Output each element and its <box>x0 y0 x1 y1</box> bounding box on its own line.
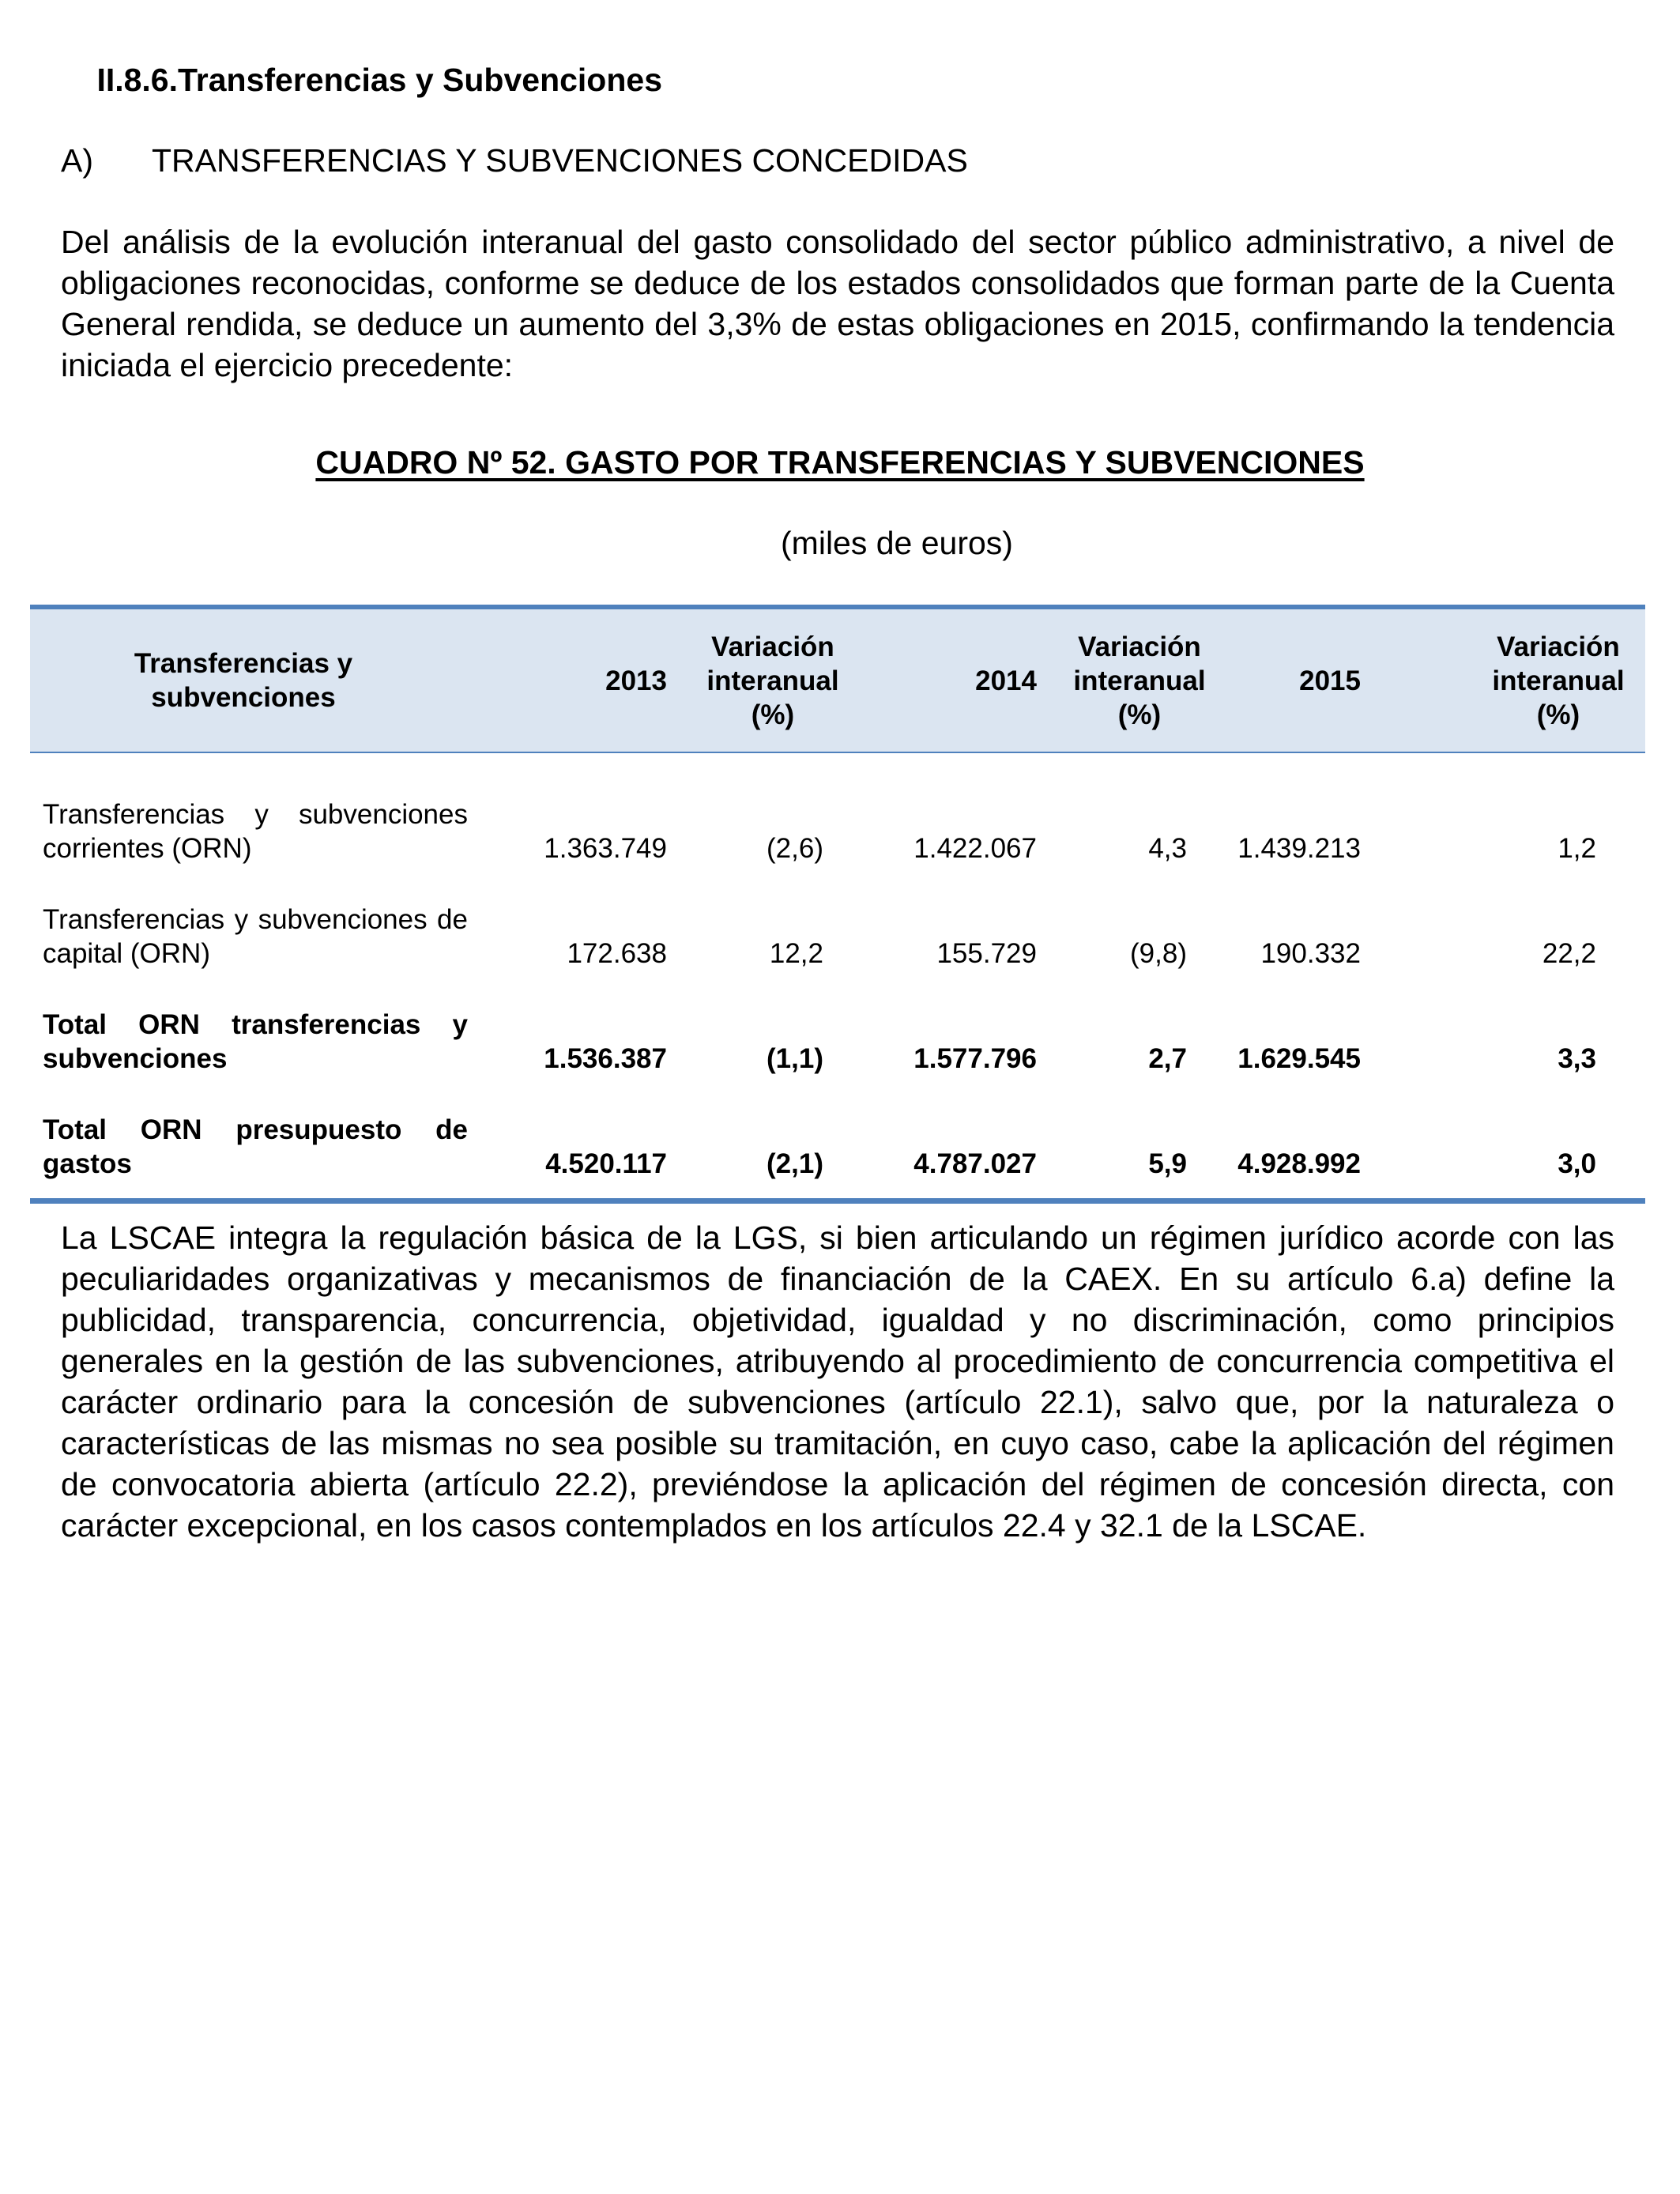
cell-variation-1: (2,1) <box>689 1076 857 1201</box>
intro-paragraph: Del análisis de la evolución interanual del gasto consolidado del sector público administrativo, a nivel de obligaciones reconocidas, conforme se deduce de los estados consolidados que forman parte de la Cuenta General rendida, se deduce un aumento del 3,3% de estas obligaciones en 2015, confirmando la tendencia iniciada el ejercicio precedente: <box>61 224 1614 383</box>
row-label: Total ORN transferencias y subvenciones <box>43 1009 468 1074</box>
cell-2014: 4.787.027 <box>857 1076 1059 1201</box>
section-number: II.8.6. <box>96 62 178 98</box>
header-label: Transferencias y subvenciones <box>30 607 480 752</box>
header-variation-1: Variación interanual (%) <box>689 607 857 752</box>
cell-2015: 190.332 <box>1260 938 1361 969</box>
cell-variation-3: 22,2 <box>1542 938 1596 969</box>
cell-2015: 1.439.213 <box>1237 833 1361 864</box>
table-title <box>0 444 1680 481</box>
table-title-text: CUADRO Nº 52. GASTO POR TRANSFERENCIAS Y SUBVENCIONES <box>315 444 1365 481</box>
cell-variation-1: (2,6) <box>767 833 823 864</box>
spending-table <box>30 605 1645 1204</box>
cell-2014: 1.577.796 <box>913 1043 1037 1074</box>
cell-variation-3: 1,2 <box>1558 833 1596 864</box>
cell-2013: 1.363.749 <box>544 833 667 864</box>
section-heading <box>61 62 662 99</box>
cell-2014: 1.422.067 <box>913 833 1037 864</box>
cell-2013: 4.520.117 <box>480 1076 689 1201</box>
cell-variation-3: 3,3 <box>1558 1043 1596 1074</box>
cell-variation-2: (9,8) <box>1130 938 1187 969</box>
table-header-row <box>30 607 1645 752</box>
header-variation-3: Variación interanual (%) <box>1432 607 1645 752</box>
subsection-title: TRANSFERENCIAS Y SUBVENCIONES CONCEDIDAS <box>152 142 968 179</box>
cell-variation-2: 4,3 <box>1148 833 1187 864</box>
cell-variation-2: 5,9 <box>1059 1076 1220 1201</box>
header-variation-2: Variación interanual (%) <box>1059 607 1220 752</box>
header-2015: 2015 <box>1220 607 1432 752</box>
cell-2013: 172.638 <box>567 938 667 969</box>
table-row <box>30 865 1645 971</box>
table-row <box>30 971 1645 1076</box>
cell-2013: 1.536.387 <box>544 1043 667 1074</box>
cell-2015: 1.629.545 <box>1237 1043 1361 1074</box>
row-label: Transferencias y subvenciones corrientes (ORN) <box>43 799 468 864</box>
header-2014: 2014 <box>857 607 1059 752</box>
table-units: (miles de euros) <box>781 525 1013 561</box>
subsection-letter: A) <box>61 142 93 179</box>
row-label: Total ORN presupuesto de gastos <box>30 1076 480 1201</box>
regulation-paragraph: La LSCAE integra la regulación básica de la LGS, si bien articulando un régimen jurídico acorde con las peculiaridades organizativas y mecanismos de financiación de la CAEX. En su artículo 6.a) define la publicidad, transparencia, concurrencia, objetividad, igualdad y no discriminación, como principios generales en la gestión de las subvenciones, atribuyendo al procedimiento de concurrencia competitiva el carácter ordinario para la concesión de subvenciones (artículo 22.1), salvo que, por la naturaleza o características de las mismas no sea posible su tramitación, en cuyo caso, cabe la aplicación del régimen de convocatoria abierta (artículo 22.2), previéndose la aplicación del régimen de concesión directa, con carácter excepcional, en los casos contemplados en los artículos 22.4 y 32.1 de la LSCAE. <box>61 1220 1614 1544</box>
cell-variation-3: 3,0 <box>1432 1076 1645 1201</box>
cell-variation-2: 2,7 <box>1148 1043 1187 1074</box>
cell-2014: 155.729 <box>936 938 1037 969</box>
section-title: Transferencias y Subvenciones <box>178 62 662 98</box>
cell-variation-1: (1,1) <box>767 1043 823 1074</box>
table-row <box>30 1076 1645 1201</box>
cell-variation-1: 12,2 <box>769 938 823 969</box>
row-label: Transferencias y subvenciones de capital (ORN) <box>43 904 468 969</box>
header-2013: 2013 <box>480 607 689 752</box>
table-row <box>30 752 1645 865</box>
cell-2015: 4.928.992 <box>1220 1076 1432 1201</box>
subsection-heading <box>61 142 968 179</box>
